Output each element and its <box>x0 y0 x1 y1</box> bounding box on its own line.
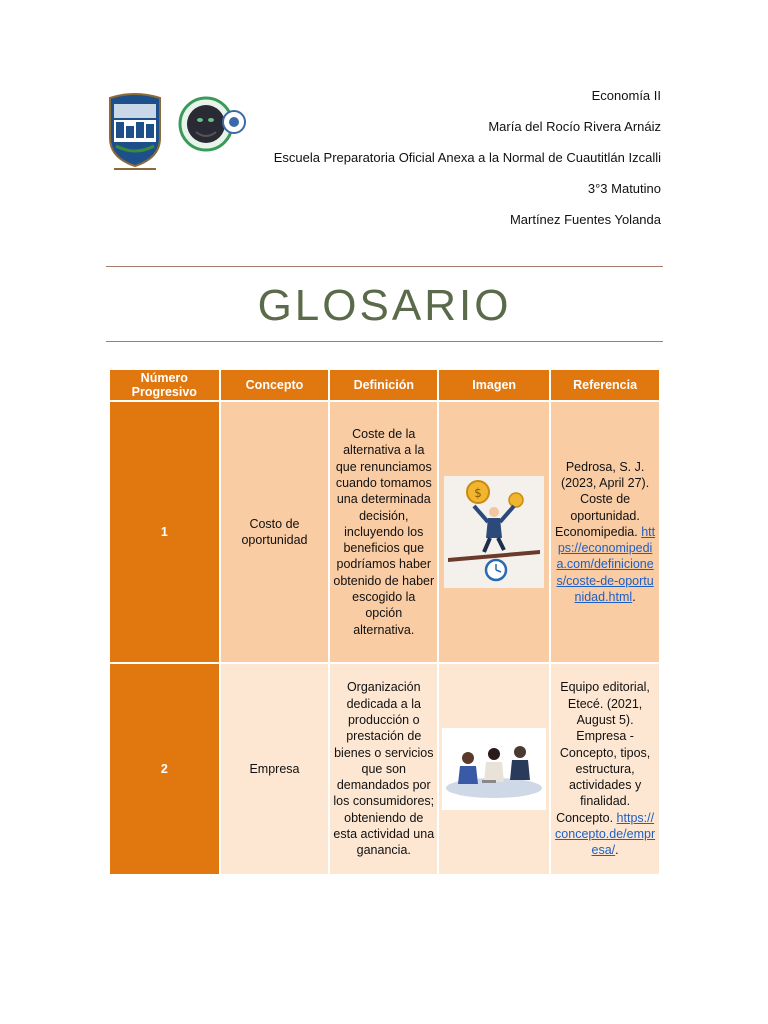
bottom-divider <box>106 341 663 342</box>
balance-coins-illustration <box>444 476 544 588</box>
business-meeting-illustration <box>442 728 546 810</box>
row-reference <box>551 402 659 662</box>
group-line: 3°3 Matutino <box>587 181 661 196</box>
school-logos <box>106 92 251 174</box>
student-line: Martínez Fuentes Yolanda <box>509 212 661 227</box>
reference-text: Pedrosa, S. J. (2023, April 27). Coste de oportunidad. Economipedia. <box>555 459 650 539</box>
panther-emblem-logo <box>178 92 248 156</box>
row-definition: Coste de la alternativa a la que renunciamos cuando tomamos una determinada decisión, incluyendo los beneficios que podríamos haber obtenido de haber escogido la opción alternativa. <box>330 402 437 662</box>
header-image: Imagen <box>439 370 549 400</box>
top-divider <box>106 266 663 267</box>
subject-line: Economía II <box>591 88 661 103</box>
header-number: Número Progresivo <box>110 370 219 400</box>
reference-link[interactable]: https://economipedia.com/definiciones/coste-de-oportunidad.html <box>556 524 656 605</box>
table-row <box>110 402 659 662</box>
page-title: GLOSARIO <box>257 281 512 330</box>
document-header <box>241 88 661 243</box>
row-number: 2 <box>110 664 219 874</box>
school-line: Escuela Preparatoria Oficial Anexa a la Normal de Cuautitlán Izcalli <box>273 150 661 165</box>
reference-link[interactable]: https://concepto.de/empresa/ <box>555 810 656 858</box>
header-concept: Concepto <box>221 370 329 400</box>
teacher-line: María del Rocío Rivera Arnáiz <box>488 119 661 134</box>
reference-tail: . <box>632 590 636 605</box>
row-definition: Organización dedicada a la producción o prestación de bienes o servicios que son demandados por los consumidores; obteniendo de esta actividad una ganancia. <box>330 664 437 874</box>
glossary-table <box>108 368 661 876</box>
svg-text:$: $ <box>474 486 482 500</box>
reference-tail: . <box>615 843 619 858</box>
header-definition: Definición <box>330 370 437 400</box>
row-image-cell <box>439 402 549 662</box>
row-reference <box>551 664 659 874</box>
row-image-cell <box>439 664 549 874</box>
row-number: 1 <box>110 402 219 662</box>
table-header-row <box>110 370 659 400</box>
row-concept: Empresa <box>221 664 329 874</box>
table-row <box>110 664 659 874</box>
header-reference: Referencia <box>551 370 659 400</box>
row-concept: Costo de oportunidad <box>221 402 329 662</box>
reference-text: Equipo editorial, Etecé. (2021, August 5). Empresa - Concepto, tipos, estructura, actividades y finalidad. Concepto. <box>556 680 651 825</box>
school-shield-logo <box>106 92 164 172</box>
